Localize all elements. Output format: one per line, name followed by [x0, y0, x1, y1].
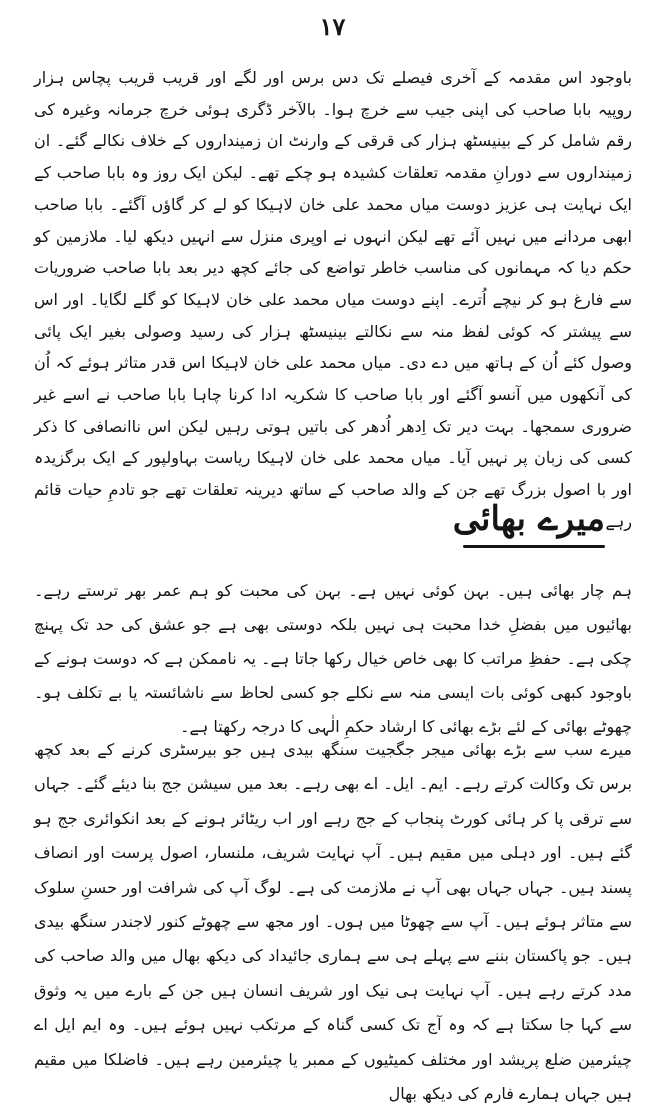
- heading-underline: [463, 545, 605, 548]
- paragraph-brothers-intro: ہم چار بھائی ہیں۔ بہن کوئی نہیں ہے۔ بہن کی محبت کو ہم عمر بھر ترستے رہے۔ بھائیوں میں بفضلِ خدا محبت ہی نہیں بلکہ دوستی بھی ہے جو عشق کی حد تک پہنچ چکی ہے۔ حفظِ مراتب کا بھی خاص خیال رکھا جاتا ہے۔ یہ ناممکن ہے کہ دوست ہونے کے باوجود کبھی کوئی بات ایسی منہ سے نکلے جو کسی لحاظ سے ناشائستہ یا بے تکلف ہو۔ چھوٹے بھائی کے لئے بڑے بھائی کا ارشاد حکمِ الٰہی کا درجہ رکھتا ہے۔: [34, 581, 632, 736]
- paragraph-inheritance-story: باوجود اس مقدمہ کے آخری فیصلے تک دس برس اور لگے اور قریب قریب پچاس ہزار روپیہ بابا صاحب کی اپنی جیب سے خرچ ہوا۔ بالآخر ڈگری ہوئی خرچ جرمانہ وغیرہ کی رقم شامل کر کے بینیسٹھ ہزار کی قرقی کے وارنٹ ان زمینداروں کے خلاف نکالے گئے۔ ان زمینداروں سے دورانِ مقدمہ تعلقات کشیدہ ہو چکے تھے۔ لیکن ایک روز وہ بابا صاحب کے ایک نہایت ہی عزیز دوست میاں محمد علی خان لاہیکا کو لے کر گاؤں آگئے۔ بابا صاحب ابھی مردانے میں نہیں آئے تھے لیکن انہوں نے اوپری منزل سے انہیں دیکھ لیا۔ ملازمین کو حکم دیا کہ مہمانوں کی مناسب خاطر تواضع کی جائے کچھ دیر بعد بابا صاحب ضروریات سے فارغ ہو کر نیچے اُترے۔ اپنے دوست میاں محمد علی خان لاہیکا کو گلے لگایا۔ اور اس سے پیشتر کہ کوئی لفظ منہ سے نکالتے بینیسٹھ ہزار کی رسید وصولی بغیر ایک پائی وصول کئے اُن کے ہاتھ میں دے دی۔ میاں محمد علی خان لاہیکا اس قدر متاثر ہوئے کہ اُن کی آنکھوں میں آنسو آگئے اور بابا صاحب کا شکریہ ادا کرنا چاہا بابا صاحب نے اسے غیر ضروری سمجھا۔ بہت دیر تک اِدھر اُدھر کی باتیں ہوتی رہیں لیکن اس ناانصافی کا ذکر کسی کی زبان پر نہیں آیا۔ میاں محمد علی خان لاہیکا ریاست بہاولپور کے ایک برگزیدہ اور با اصول بزرگ تھے جن کے والد صاحب کے ساتھ دیرینہ تعلقات تھے جو تادمِ حیات قائم رہے۔: [34, 68, 632, 531]
- paragraph-eldest-brother: میرے سب سے بڑے بھائی میجر جگجیت سنگھ بیدی ہیں جو بیرسٹری کرنے کے بعد کچھ برس تک وکالت کرتے رہے۔ ایم۔ ایل۔ اے بھی رہے۔ بعد میں سیشن جج بنا دیئے گئے۔ جہاں سے ترقی پا کر ہائی کورٹ پنجاب کے جج رہے اور اب ریٹائر ہونے کے بعد انکوائری جج ہو گئے ہیں۔ اور دہلی میں مقیم ہیں۔ آپ نہایت شریف، ملنسار، اصول پرست اور انصاف پسند ہیں۔ جہاں جہاں بھی آپ نے ملازمت کی ہے۔ لوگ آپ کی شرافت اور حسنِ سلوک سے متاثر ہوئے ہیں۔ آپ سے چھوٹا میں ہوں۔ اور مجھ سے چھوٹے کنور لاجندر سنگھ بیدی ہیں۔ جو پاکستان بننے سے پہلے ہی سے ہماری جائیداد کی دیکھ بھال میں والد صاحب کی مدد کرتے رہے ہیں۔ آپ نہایت ہی نیک اور شریف انسان ہیں جن کے بارے میں یہ وثوق سے کہا جا سکتا ہے کہ وہ آج تک کسی گناہ کے مرتکب نہیں ہوئے ہیں۔ وہ ایم ایل اے چیئرمین ضلع پریشد اور مختلف کمیٹیوں کے ممبر یا چیئرمین رہے ہیں۔ فاضلکا میں مقیم ہیں جہاں ہمارے فارم کی دیکھ بھال: [34, 740, 632, 1104]
- section-heading-block: [405, 497, 605, 553]
- page-number: ۱۷: [319, 12, 346, 41]
- section-heading: میرے بھائی: [452, 499, 605, 539]
